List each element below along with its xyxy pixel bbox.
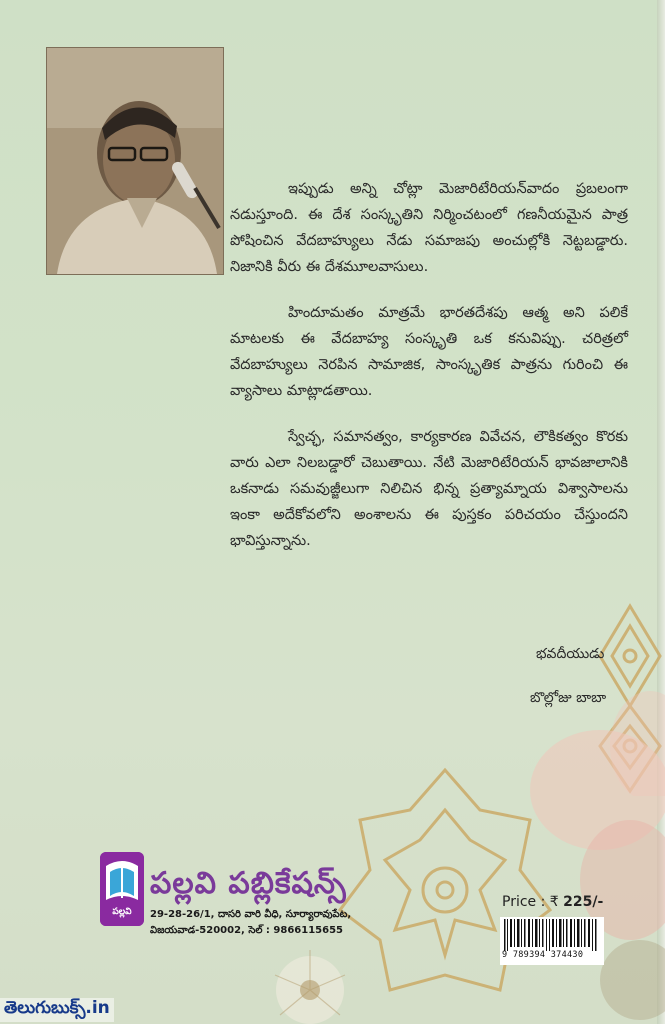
isbn-number: 9 789394 374430 — [502, 950, 584, 960]
closing-salutation: భవదీయుడు — [536, 646, 605, 662]
website-watermark: తెలుగుబుక్స్.in — [0, 998, 114, 1022]
author-signature: బొల్లోజు బాబా — [530, 690, 607, 706]
blurb-text-2: హిందూమతం మాత్రమే భారతదేశపు ఆత్మ అని పలికే మాటలకు ఈ వేదబాహ్య సంస్కృతి ఒక కనువిప్పు. చరిత్రలో వేదబాహ్యులు నెరపిన సామాజిక, సాంస్కృతిక పాత్రను గురించి ఈ వ్యాసాలు మాట్లాడతాయి. — [230, 305, 628, 399]
author-photo — [46, 47, 224, 275]
price-amount: 225/- — [563, 894, 604, 910]
logo-caption: పల్లవి — [112, 907, 132, 917]
blurb-paragraph — [230, 300, 628, 404]
price-label: Price : ₹ — [502, 894, 559, 910]
blurb-paragraph — [230, 176, 628, 280]
publisher-name: పల్లవి పబ్లికేషన్స్ — [150, 866, 347, 901]
publisher-logo — [100, 852, 144, 926]
blurb-paragraph — [230, 424, 628, 554]
blurb-text-1: ఇప్పుడు అన్ని చోట్లా మెజారిటేరియన్‌వాదం ప్రబలంగా నడుస్తూంది. ఈ దేశ సంస్కృతిని నిర్మించటంలో గణనీయమైన పాత్ర పోషించిన వేదబాహ్యులు నేడు సమాజపు అంచుల్లోకి నెట్టబడ్డారు. నిజానికి వీరు ఈ దేశమూలవాసులు. — [230, 181, 628, 275]
publisher-address-line1: 29-28-26/1, దాసరి వారి వీధి, సూర్యారావుపేట, — [150, 909, 352, 920]
price-tag — [502, 894, 603, 910]
barcode-bars — [500, 917, 604, 951]
blurb-text-3: స్వేచ్ఛ, సమానత్వం, కార్యకారణ వివేచన, లౌకికత్వం కొరకు వారు ఎలా నిలబడ్డారో చెబుతాయి. నేటి మెజారిటేరియన్ భావజాలానికి ఒకనాడు సమవుజ్జీలుగా నిలిచిన భిన్న ప్రత్యామ్నాయ విశ్వాసాలను ఇంకా అదేకోవలోని అంశాలను ఈ పుస్తకం పరిచయం చేస్తుందని భావిస్తున్నాను. — [230, 429, 628, 549]
back-cover-blurb — [230, 176, 628, 574]
publisher-address-line2: విజయవాడ-520002, సెల్ : 9866115655 — [150, 925, 343, 936]
